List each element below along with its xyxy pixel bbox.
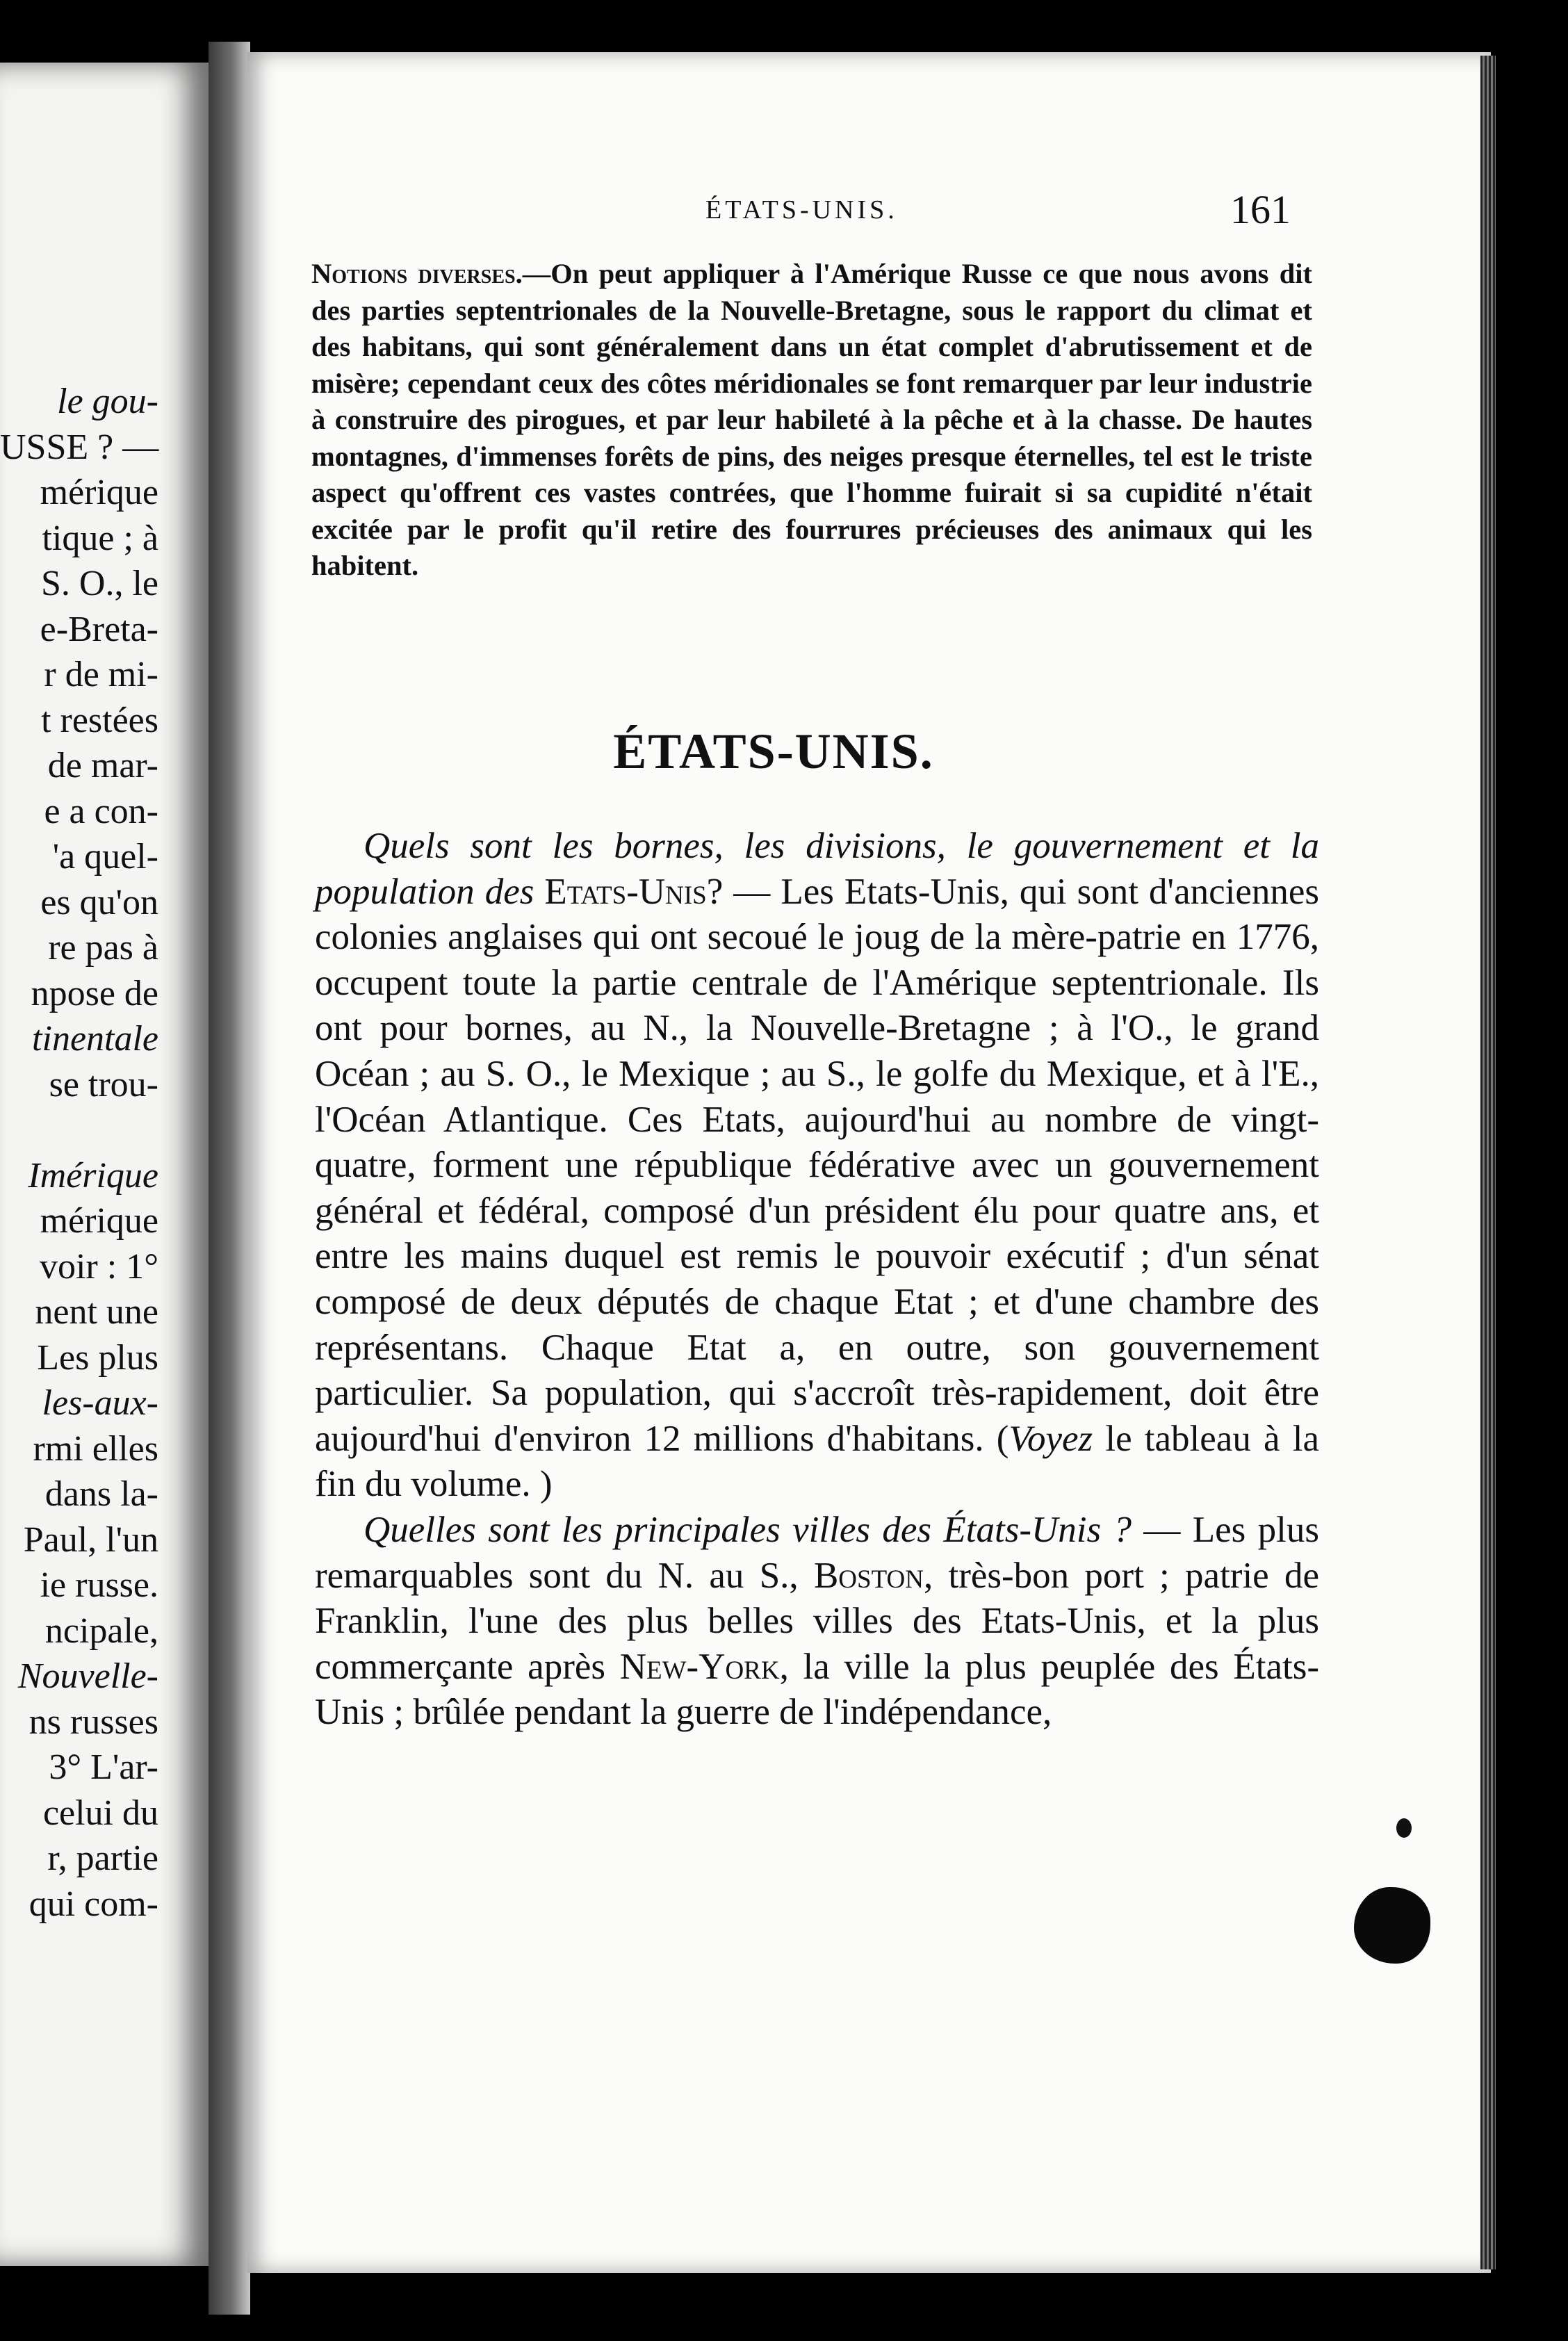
- answer-1-end: le tableau à la fin du volume. ): [315, 1418, 1319, 1505]
- left-page-line: Les plus: [37, 1337, 158, 1378]
- left-page-line: re pas à: [48, 928, 158, 968]
- paragraph-1: [315, 824, 1319, 1508]
- left-page-line: Paul, l'un: [23, 1519, 158, 1560]
- left-page-line: rmi elles: [33, 1428, 158, 1469]
- section-title: ÉTATS-UNIS.: [613, 724, 934, 779]
- left-page-line: r de mi-: [44, 655, 158, 694]
- left-page-line: 'a quel-: [52, 837, 158, 876]
- left-page-line: Nouvelle-: [17, 1656, 158, 1696]
- left-page-line: 3° L'ar-: [49, 1747, 158, 1787]
- notes-lead: Notions diverses.: [311, 258, 523, 289]
- left-page-line: tique ; à: [42, 518, 158, 558]
- paragraph-2: [315, 1508, 1319, 1736]
- left-page-line: de mar-: [47, 746, 158, 785]
- city-boston: Boston: [813, 1555, 924, 1596]
- left-page-line: celui du: [42, 1793, 158, 1833]
- page-edge: [1480, 56, 1496, 2269]
- book-gutter: [209, 42, 250, 2315]
- left-page-line: nent une: [35, 1292, 158, 1332]
- left-page-line: es qu'on: [40, 882, 158, 922]
- ink-blot-mark: [1354, 1887, 1430, 1964]
- left-page-line: ns russes: [28, 1702, 158, 1742]
- answer-2b: , très-bon port ; patrie de Franklin, l'une des plus belles villes des Etats-Unis, et la plus commerçante après: [315, 1555, 1319, 1687]
- city-new-york: New-York: [619, 1646, 780, 1687]
- notes-text: —On peut appliquer à l'Amérique Russe ce que nous avons dit des parties septentrionales de la Nouvelle-Bretagne, sous le rapport du climat et des habitans, qui sont généralement dans un état complet d'abrutissement et de misère; cependant ceux des côtes méridionales se font remarquer par leur industrie à construire des pirogues, et par leur habileté à la pêche et à la chasse. De hautes montagnes, d'immenses forêts de pins, des neiges presque éternelles, tel est le triste aspect qu'offrent ces vastes contrées, que l'homme fuirait si sa cupidité n'était excitée par le profit qu'il retire des fourrures précieuses des animaux qui les habitent.: [311, 258, 1312, 581]
- page-number: 161: [1230, 187, 1291, 232]
- left-page-line: mérique: [40, 473, 158, 512]
- question-1: Quels sont les bornes, les divisions, le gouvernement et la population des: [315, 826, 1319, 912]
- left-page-line: [0, 1107, 202, 1153]
- notes-paragraph: [311, 256, 1312, 585]
- left-page-line: tinentale: [32, 1019, 158, 1059]
- left-page-line: e-Breta-: [40, 609, 158, 649]
- left-page-line: voir : 1°: [39, 1246, 158, 1287]
- left-page-line: ie russe.: [40, 1565, 158, 1605]
- left-page-line: USSE ? —: [0, 427, 159, 467]
- voyez: Voyez: [1008, 1418, 1093, 1459]
- answer-2a: — Les plus remarquables sont du N. au S.,: [315, 1509, 1319, 1596]
- left-page-line: dans la-: [44, 1474, 158, 1514]
- left-page-line: ncipale,: [44, 1610, 158, 1651]
- left-page-line: npose de: [31, 973, 158, 1013]
- ink-dot-mark: [1396, 1818, 1412, 1838]
- left-page-line: e a con-: [44, 791, 158, 831]
- country-name: Etats-Unis: [544, 871, 707, 912]
- left-page: [0, 63, 209, 2266]
- left-page-line: qui com-: [28, 1884, 158, 1924]
- answer-1: ? — Les Etats-Unis, qui sont d'anciennes colonies anglaises qui ont secoué le joug de la mère-patrie en 1776, occupent toute la partie centrale de l'Amérique septentrionale. Ils ont pour bornes, au N., la Nouvelle-Bretagne ; à l'O., le grand Océan ; au S. O., le Mexique ; au S., le golfe du Mexique, et à l'E., l'Océan Atlantique. Ces Etats, aujourd'hui au nombre de vingt-quatre, forment une république fédérative avec un gouvernement général et fédéral, composé d'un président élu pour quatre ans, et entre les mains duquel est remis le pouvoir exécutif ; d'un sénat composé de deux députés de chaque Etat ; et d'une chambre des représentans. Chaque Etat a, en outre, son gouvernement particulier. Sa population, qui s'accroît très-rapidement, doit être aujourd'hui d'environ 12 millions d'habitans. (: [315, 871, 1320, 1459]
- left-page-line: t restées: [41, 700, 158, 740]
- left-page-lines: [0, 379, 202, 1927]
- left-page-line: mérique: [40, 1201, 158, 1241]
- left-page-line: les-aux-: [42, 1383, 158, 1423]
- left-page-line: le gou-: [57, 382, 158, 421]
- question-2: Quelles sont les principales villes des États-Unis ?: [364, 1509, 1132, 1550]
- left-page-line: Imérique: [28, 1155, 158, 1196]
- left-page-line: r, partie: [47, 1838, 158, 1878]
- left-page-line: S. O., le: [41, 564, 158, 603]
- left-page-line: se trou-: [49, 1064, 158, 1104]
- running-head: ÉTATS-UNIS.: [705, 195, 898, 225]
- body-text: [315, 824, 1319, 1736]
- answer-2c: , la ville la plus peuplée des États-Unis ; brûlée pendant la guerre de l'indépendance,: [315, 1646, 1319, 1733]
